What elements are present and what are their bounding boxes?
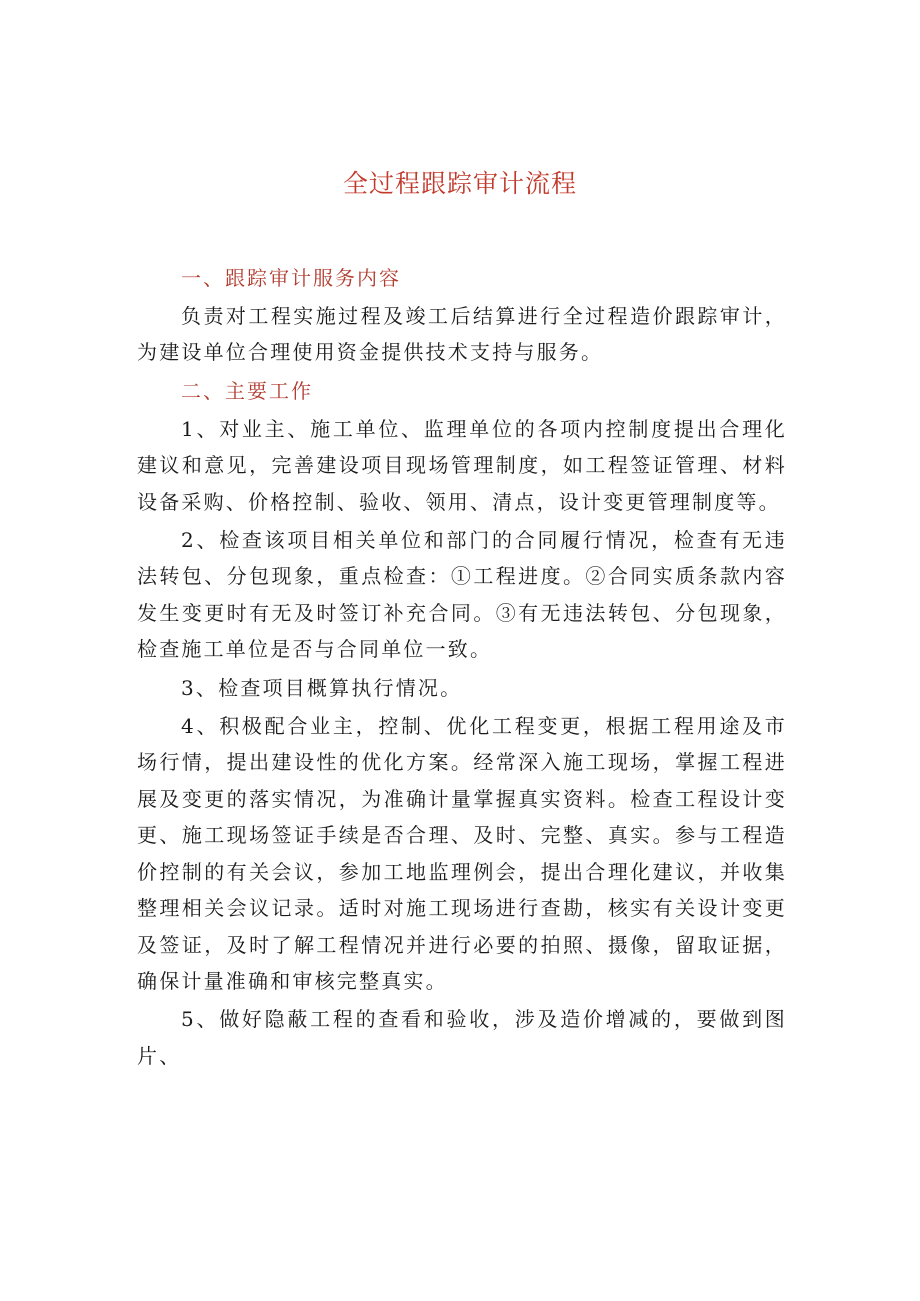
document-body: [137, 260, 787, 1074]
main-work-item-2: 2、检查该项目相关单位和部门的合同履行情况，检查有无违法转包、分包现象，重点检查：①工程进度。②合同实质条款内容发生变更时有无及时签订补充合同。③有无违法转包、分包现象，检查施工单位是否与合同单位一致。: [137, 528, 787, 662]
section-heading-service-content: 一、跟踪审计服务内容: [181, 266, 401, 290]
main-work-item-5: 5、做好隐蔽工程的查看和验收，涉及造价增减的，要做到图片、: [137, 1007, 787, 1068]
main-work-item-3: 3、检查项目概算执行情况。: [181, 675, 463, 700]
main-work-item-1: 1、对业主、施工单位、监理单位的各项内控制度提出合理化建议和意见，完善建设项目现场管理制度，如工程签证管理、材料设备采购、价格控制、验收、领用、清点，设计变更管理制度等。: [137, 416, 787, 514]
section-heading-main-work: 二、主要工作: [181, 378, 313, 403]
main-work-item-4: 4、积极配合业主，控制、优化工程变更，根据工程用途及市场行情，提出建设性的优化方案。经常深入施工现场，掌握工程进展及变更的落实情况，为准确计量掌握真实资料。检查工程设计变更、施工现场签证手续是否合理、及时、完整、真实。参与工程造价控制的有关会议，参加工地监理例会，提出合理化建议，并收集整理相关会议记录。适时对施工现场进行查勘，核实有关设计变更及签证，及时了解工程情况并进行必要的拍照、摄像，留取证据，确保计量准确和审核完整真实。: [137, 714, 787, 993]
document-title: 全过程跟踪审计流程: [342, 169, 577, 198]
service-content-paragraph: 负责对工程实施过程及竣工后结算进行全过程造价跟踪审计，为建设单位合理使用资金提供技术支持与服务。: [137, 304, 787, 365]
